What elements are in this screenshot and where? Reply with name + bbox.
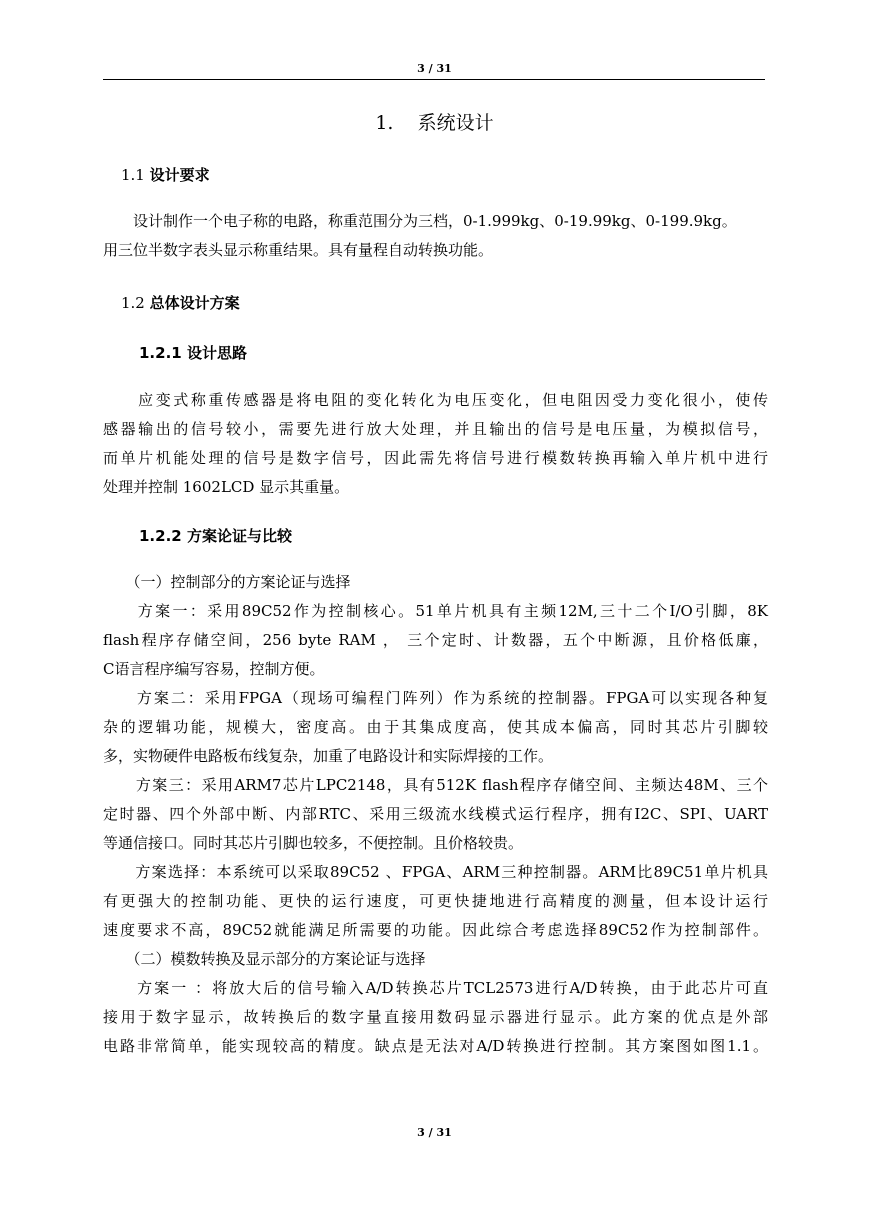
paragraph-line: 而单片机能处理的信号是数字信号，因此需先将信号进行模数转换再输入单片机中进行 (103, 449, 768, 467)
header-rule (103, 79, 765, 80)
paragraph-line: 接用于数字显示，故转换后的数字量直接用数码显示器进行显示。此方案的优点是外部 (103, 1008, 768, 1026)
paragraph-line: 电路非常简单，能实现较高的精度。缺点是无法对A/D转换进行控制。其方案图如图1.1。 (103, 1037, 768, 1055)
section-1-2-heading (121, 292, 240, 313)
footer-page-number: 3 / 31 (417, 1126, 452, 1139)
section-title: 方案论证与比较 (186, 527, 292, 545)
paragraph-line: 方案一 ：将放大后的信号输入A/D转换芯片TCL2573进行A/D转换，由于此芯片可直 (103, 979, 768, 997)
paragraph-line: C语言程序编写容易，控制方便。 (103, 660, 325, 678)
paragraph-line: 定时器、四个外部中断、内部RTC、采用三级流水线模式运行程序，拥有I2C、SPI、UART (103, 805, 768, 823)
paragraph-line: 方案一：采用89C52作为控制核心。51单片机具有主频12M,三十二个I/O引脚，8K (103, 602, 768, 620)
section-1-2-1-heading (139, 342, 247, 363)
section-number: 1.2.1 (139, 344, 187, 362)
paragraph-line: flash程序存储空间，256 byte RAM ， 三个定时、计数器，五个中断源，且价格低廉， (103, 631, 768, 649)
section-number: 1.2.2 (139, 527, 187, 545)
paragraph-line: （一）控制部分的方案论证与选择 (103, 573, 351, 591)
section-title: 总体设计方案 (149, 294, 240, 312)
paragraph-line: 感器输出的信号较小，需要先进行放大处理，并且输出的信号是电压量，为模拟信号， (103, 420, 768, 438)
section-title: 设计要求 (149, 166, 210, 184)
paragraph-line: 方案选择：本系统可以采取89C52 、FPGA、ARM三种控制器。ARM比89C51单片机具 (103, 863, 768, 881)
header-page-number: 3 / 31 (417, 62, 452, 75)
paragraph-line: 设计制作一个电子称的电路，称重范围分为三档，0-1.999kg、0-19.99kg、0-199.9kg。 (103, 212, 737, 230)
chapter-title: 1. 系统设计 (375, 112, 494, 134)
paragraph-line: 杂的逻辑功能，规模大，密度高。由于其集成度高，使其成本偏高，同时其芯片引脚较 (103, 718, 768, 736)
paragraph-line: 应变式称重传感器是将电阻的变化转化为电压变化，但电阻因受力变化很小，使传 (103, 391, 768, 409)
paragraph-line: 处理并控制 1602LCD 显示其重量。 (103, 478, 350, 496)
section-number: 1.1 (121, 166, 150, 184)
paragraph-line: 等通信接口。同时其芯片引脚也较多，不便控制。且价格较贵。 (103, 834, 524, 852)
paragraph-line: 有更强大的控制功能、更快的运行速度，可更快捷地进行高精度的测量，但本设计运行 (103, 892, 768, 910)
section-1-1-heading (121, 164, 210, 185)
paragraph-line: 用三位半数字表头显示称重结果。具有量程自动转换功能。 (103, 241, 494, 259)
paragraph-line: （二）模数转换及显示部分的方案论证与选择 (103, 950, 426, 968)
paragraph-line: 方案二：采用FPGA（现场可编程门阵列）作为系统的控制器。FPGA可以实现各种复 (103, 689, 768, 707)
section-number: 1.2 (121, 294, 150, 312)
paragraph-line: 速度要求不高，89C52就能满足所需要的功能。因此综合考虑选择89C52作为控制部件。 (103, 921, 768, 939)
paragraph-line: 方案三：采用ARM7芯片LPC2148，具有512K flash程序存储空间、主频达48M、三个 (103, 776, 768, 794)
paragraph-line: 多，实物硬件电路板布线复杂，加重了电路设计和实际焊接的工作。 (103, 747, 554, 765)
section-1-2-2-heading (139, 525, 292, 546)
section-title: 设计思路 (186, 344, 247, 362)
